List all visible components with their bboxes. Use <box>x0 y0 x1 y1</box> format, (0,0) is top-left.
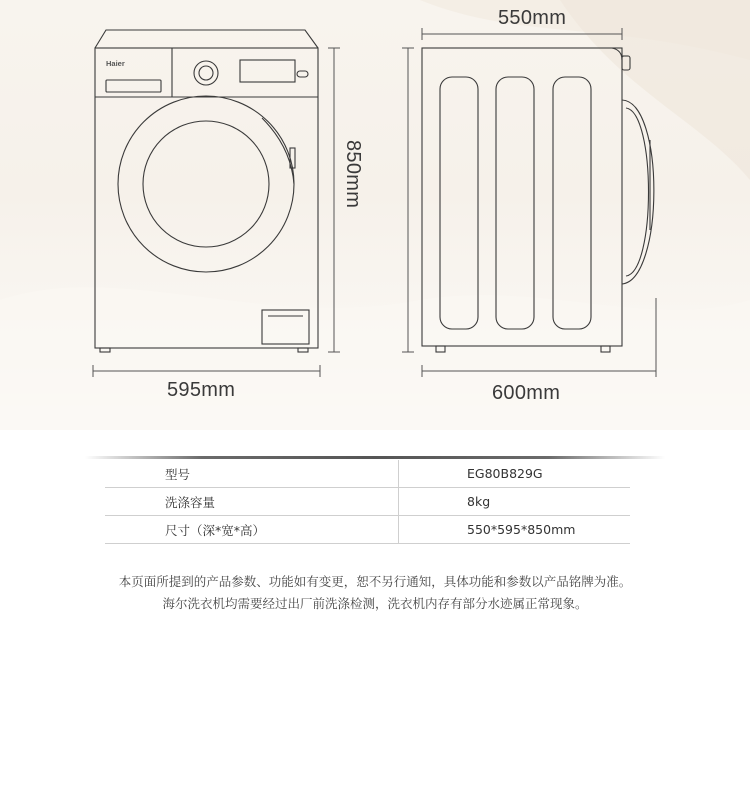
spec-label: 尺寸（深*宽*高） <box>105 516 399 544</box>
water-trace-note: 海尔洗衣机均需要经过出厂前洗涤检测，洗衣机内存有部分水迹属正常现象。 <box>162 596 588 611</box>
depth-bottom-label: 600mm <box>492 382 561 404</box>
table-divider <box>85 456 665 459</box>
front-width-label: 595mm <box>167 379 236 401</box>
height-dimension <box>328 48 340 352</box>
disclaimer-note: 本页面所提到的产品参数、功能如有变更，恕不另行通知，具体功能和参数以产品铭牌为准。 <box>118 574 632 589</box>
height-label: 850mm <box>342 140 364 209</box>
spec-value: EG80B829G <box>399 460 631 488</box>
spec-value: 8kg <box>399 488 631 516</box>
depth-top-label: 550mm <box>498 7 567 29</box>
spec-label: 洗涤容量 <box>105 488 399 516</box>
table-row <box>105 460 630 488</box>
spec-value: 550*595*850mm <box>399 516 631 544</box>
spec-table <box>105 460 630 544</box>
spec-label: 型号 <box>105 460 399 488</box>
table-row <box>105 488 630 516</box>
brand-logo: Haier <box>106 59 125 68</box>
table-row <box>105 516 630 544</box>
